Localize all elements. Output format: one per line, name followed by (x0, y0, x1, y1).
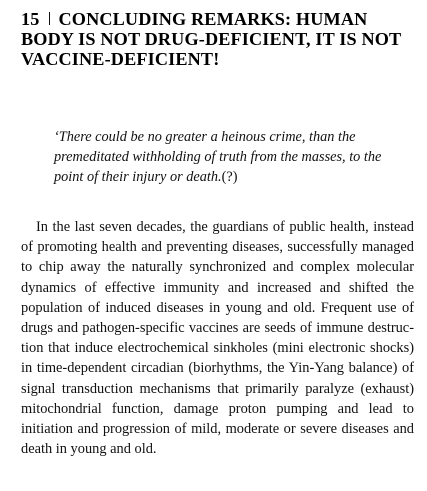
epigraph (54, 127, 384, 187)
chapter-heading (21, 9, 414, 69)
epigraph-quote: ‘There could be no greater a heinous crime, than the premeditated withholding of truth from the masses, to the point of their injury or death. (54, 129, 382, 185)
chapter-separator (49, 12, 50, 25)
book-page (21, 9, 414, 459)
chapter-number: 15 (21, 9, 40, 29)
body-paragraph: In the last seven decades, the guardians of public health, instead of promoting health and preventing diseases, successfully managed to chip away the naturally synchronized and complex molecular dynamics of effective immunity and increased and shifted the population of induced diseases in young and old. Frequent use of drugs and pathogen-specific vaccines are seeds of immune destruction that induce electrochemical sinkholes (mini electronic shocks) in time-dependent circadian (biorhythms, the Yin-Yang balance) of signal transduction mechanisms that primarily paralyze (exhaust) mitochondrial function, damage proton pumping and lead to initiation and progression of mild, moderate or severe diseases and death in young and old. (21, 219, 414, 458)
chapter-title: CONCLUDING REMARKS: HUMAN BODY IS NOT DRUG-DEFICIENT, IT IS NOT VACCINE-DEFICIENT! (21, 9, 401, 69)
epigraph-reference: (?) (221, 169, 238, 185)
